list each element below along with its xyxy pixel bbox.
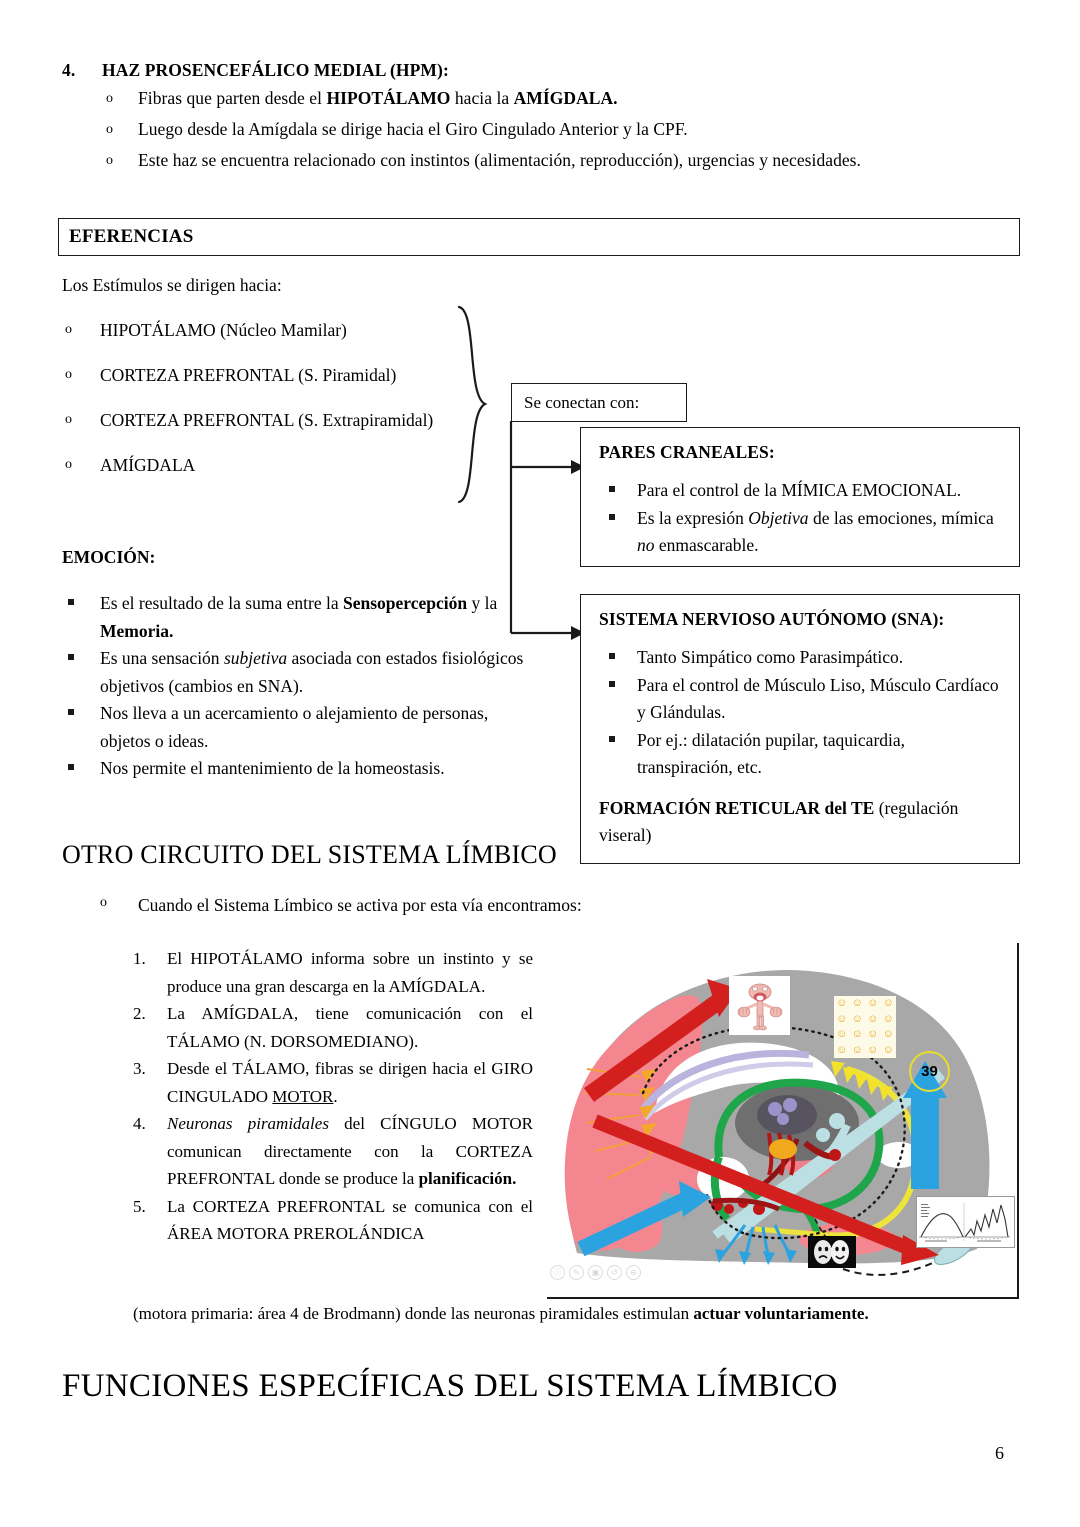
crop-icon[interactable]: ▣: [588, 1265, 603, 1280]
lead-text: Los Estímulos se dirigen hacia:: [62, 275, 282, 295]
hpm-heading: [62, 58, 1022, 82]
circle-bullet-icon: o: [65, 322, 72, 337]
emoji-face: ☺: [882, 1028, 894, 1041]
square-bullet-icon: [609, 653, 615, 659]
emoji-face: ☺: [836, 1043, 848, 1056]
eferencias-banner-label: EFERENCIAS: [69, 226, 194, 247]
emocion-list: [62, 590, 532, 783]
emoji-face: ☺: [851, 1012, 863, 1025]
circuito-step-4: [133, 1110, 533, 1193]
hpm-number: 4.: [62, 60, 76, 80]
square-bullet-icon: [609, 681, 615, 687]
emoji-face: ☺: [851, 997, 863, 1010]
eferencias-item-amigdala: [62, 453, 492, 498]
edit-icon[interactable]: ✎: [569, 1265, 584, 1280]
square-bullet-icon: [68, 654, 74, 660]
square-bullet-icon: [68, 764, 74, 770]
circuito-step-2-text: La AMÍGDALA, tiene comunicación con el TÁLAMO (N. DORSOMEDIANO).: [167, 1004, 533, 1051]
info-icon[interactable]: ⓘ: [550, 1265, 565, 1280]
otro-circuito-heading: OTRO CIRCUITO DEL SISTEMA LÍMBICO: [62, 840, 557, 869]
circuito-step-3-post: .: [333, 1086, 338, 1106]
brain-limbic-circuit-figure: [547, 943, 1019, 1299]
circle-bullet-icon: o: [65, 412, 72, 427]
circuito-step-2-number: 2.: [133, 1004, 146, 1023]
emocion-bullet-2-i1: subjetiva: [223, 648, 288, 668]
circuito-step-1-number: 1.: [133, 949, 146, 968]
square-bullet-icon: [609, 514, 615, 520]
hypothalamus-node: [724, 1204, 734, 1214]
emoji-face: ☺: [882, 997, 894, 1010]
circuito-step-1: [133, 945, 533, 1000]
emocion-bullet-4: [62, 755, 532, 783]
pares-craneales-bullet-1-text: Para el control de la MÍMICA EMOCIONAL.: [637, 480, 962, 500]
sna-title: SISTEMA NERVIOSO AUTÓNOMO (SNA):: [599, 609, 945, 629]
emoji-face: ☺: [867, 997, 879, 1010]
emotion-faces-grid: [834, 996, 896, 1058]
circle-bullet-icon: o: [106, 153, 114, 168]
circuito-tail-bold: actuar voluntariamente.: [693, 1304, 869, 1323]
pares-craneales-bullet-1: [599, 477, 1003, 504]
emocion-bullet-2-t1: Es una sensación: [100, 648, 224, 668]
circle-bullet-icon: o: [100, 895, 107, 910]
emoji-face: ☺: [867, 1012, 879, 1025]
emocion-bullet-1-b2: Memoria.: [100, 620, 174, 641]
eferencias-item-cpf-extrapiramidal: [62, 408, 492, 453]
eferencias-item-hipotalamo: [62, 318, 492, 363]
square-bullet-icon: [68, 599, 74, 605]
eferencias-banner: [58, 218, 1020, 256]
otro-circuito-intro: [100, 895, 788, 916]
emoji-face: ☺: [882, 1012, 894, 1025]
pares-craneales-title: PARES CRANEALES:: [599, 442, 775, 462]
curly-brace-icon: [455, 305, 495, 505]
hpm-item-1: [62, 84, 1022, 113]
hpm-item-2-text: Luego desde la Amígdala se dirige hacia el Giro Cingulado Anterior y la CPF.: [138, 119, 688, 139]
eferencias-item-label: CORTEZA PREFRONTAL (S. Piramidal): [100, 365, 397, 385]
circuito-step-5-number: 5.: [133, 1196, 146, 1216]
circuito-step-4-italic: Neuronas piramidales: [167, 1114, 329, 1133]
emoji-face: ☺: [836, 1012, 848, 1025]
hpm-title: HAZ PROSENCEFÁLICO MEDIAL (HPM):: [102, 60, 449, 80]
circuito-step-3-pre: Desde el TÁLAMO, fibras se dirigen hacia el GIRO CINGULADO: [167, 1059, 533, 1106]
circle-bullet-icon: o: [106, 122, 114, 137]
theater-masks-icon: [810, 1238, 854, 1266]
emoji-face: ☺: [851, 1043, 863, 1056]
emoji-face: ☺: [851, 1028, 863, 1041]
pares-craneales-bullet-2-i1: Objetiva: [748, 508, 809, 528]
hpm-item-3: [62, 146, 1022, 175]
pares-craneales-bullet-2-t2: de las emociones, mímica: [808, 508, 994, 528]
nucleus-dot: [777, 1113, 789, 1125]
sna-footer: [599, 795, 1003, 849]
square-bullet-icon: [68, 709, 74, 715]
circle-bullet-icon: o: [106, 91, 114, 106]
circuito-step-3-number: 3.: [133, 1059, 146, 1078]
circuito-tail-paragraph: [133, 1300, 1018, 1328]
homunculus-figure-icon: [737, 981, 783, 1031]
sna-bullet-3-text: Por ej.: dilatación pupilar, taquicardia, transpiración, etc.: [637, 730, 906, 777]
hpm-item-1-bold-2: AMÍGDALA.: [513, 88, 618, 108]
emoji-face: ☺: [836, 997, 848, 1010]
circuito-step-1-text: El HIPOTÁLAMO informa sobre un instinto y se produce una gran descarga en la AMÍGDALA.: [167, 949, 533, 996]
circuito-step-4-mid: del CÍNGULO MOTOR comunican directamente con la CORTEZA PREFRONTAL donde se produce la: [167, 1114, 533, 1188]
pares-craneales-box: [580, 427, 1020, 567]
emocion-bullet-1-t2: y la: [467, 593, 498, 613]
page-number: 6: [995, 1443, 1004, 1463]
emocion-title: EMOCIÓN:: [62, 547, 156, 567]
sna-bullet-3: [599, 727, 1003, 781]
sna-bullet-1-text: Tanto Simpático como Parasimpático.: [637, 647, 904, 667]
sna-footer-bold: FORMACIÓN RETICULAR del TE: [599, 798, 875, 818]
hpm-item-1-pre: Fibras que parten desde el: [138, 88, 327, 108]
circle-bullet-icon: o: [65, 367, 72, 382]
brodmann-area-39-label: 39: [921, 1063, 938, 1080]
square-bullet-icon: [609, 736, 615, 742]
hpm-item-2: [62, 115, 1022, 144]
sna-box: [580, 594, 1020, 864]
circuito-step-2: [133, 1000, 533, 1055]
circuito-step-5: [133, 1193, 533, 1248]
circuito-step-3-underline: MOTOR: [272, 1086, 334, 1106]
emocion-bullet-1-t1: Es el resultado de la suma entre la: [100, 593, 343, 613]
emocion-bullet-4-text: Nos permite el mantenimiento de la homeostasis.: [100, 758, 445, 778]
cyan-node: [816, 1128, 830, 1142]
circuito-step-5-text: La CORTEZA PREFRONTAL se comunica con el ÁREA MOTORA PREROLÁNDICA: [167, 1196, 533, 1243]
red-node: [829, 1149, 841, 1161]
emocion-bullet-3-text: Nos lleva a un acercamiento o alejamiento de personas, objetos o ideas.: [100, 703, 489, 751]
homunculus-inset: [729, 976, 790, 1035]
sna-bullet-1: [599, 644, 1003, 671]
hpm-item-3-text: Este haz se encuentra relacionado con instintos (alimentación, reproducción), urgencias y necesidades.: [138, 150, 861, 170]
emoji-face: ☺: [867, 1043, 879, 1056]
pares-craneales-bullet-2-i2: no: [637, 535, 655, 555]
funciones-especificas-heading: FUNCIONES ESPECÍFICAS DEL SISTEMA LÍMBICO: [62, 1368, 838, 1404]
pares-craneales-bullet-2-t1: Es la expresión: [637, 508, 749, 528]
eferencias-item-label: HIPOTÁLAMO (Núcleo Mamilar): [100, 320, 347, 340]
sna-bullet-2-text: Para el control de Músculo Liso, Músculo Cardíaco y Glándulas.: [637, 675, 999, 722]
rotate-icon[interactable]: ↺: [607, 1265, 622, 1280]
emocion-bullet-2-t2: asociada con estados fisiológicos objetivos (cambios en SNA).: [100, 648, 524, 696]
pares-craneales-bullet-2: [599, 505, 1003, 559]
emocion-bullet-3: [62, 700, 532, 755]
circuito-step-3: [133, 1055, 533, 1110]
sna-bullet-2: [599, 672, 1003, 726]
circuito-steps-list: [133, 945, 533, 1248]
hpm-item-1-mid: hacia la: [450, 88, 514, 108]
zoom-out-icon[interactable]: ⊖: [626, 1265, 641, 1280]
theater-masks-inset: [808, 1236, 856, 1268]
brodmann-area-39-badge: [909, 1051, 950, 1092]
eferencias-list: [62, 318, 492, 498]
emocion-bullet-2: [62, 645, 532, 700]
se-conectan-con-label: Se conectan con:: [524, 392, 640, 412]
otro-circuito-intro-text: Cuando el Sistema Límbico se activa por esta vía encontramos:: [138, 895, 582, 915]
pares-craneales-bullet-2-t3: enmascarable.: [654, 535, 759, 555]
hpm-item-1-bold-1: HIPOTÁLAMO: [326, 88, 451, 108]
circuito-step-4-number: 4.: [133, 1114, 146, 1133]
emocion-bullet-1: [62, 590, 532, 645]
eeg-graph-inset: [916, 1196, 1015, 1248]
circle-bullet-icon: o: [65, 457, 72, 472]
circuito-step-4-bold: planificación.: [418, 1169, 517, 1188]
orange-nucleus: [769, 1139, 797, 1159]
circuito-tail-pre: (motora primaria: área 4 de Brodmann) donde las neuronas piramidales estimulan: [133, 1304, 694, 1323]
nucleus-dot: [783, 1098, 797, 1112]
cyan-node: [829, 1113, 845, 1129]
image-toolbar-overlay[interactable]: [550, 1265, 641, 1280]
section-hpm: [62, 58, 1022, 175]
emocion-bullet-1-b1: Sensopercepción: [342, 593, 468, 613]
emoji-face: ☺: [882, 1043, 894, 1056]
eeg-graph-icon: [917, 1197, 1012, 1245]
emoji-face: ☺: [867, 1028, 879, 1041]
eferencias-item-label: AMÍGDALA: [100, 455, 196, 475]
eferencias-item-cpf-piramidal: [62, 363, 492, 408]
eferencias-item-label: CORTEZA PREFRONTAL (S. Extrapiramidal): [100, 410, 434, 430]
emoji-face: ☺: [836, 1028, 848, 1041]
square-bullet-icon: [609, 486, 615, 492]
sna-footer-rest: (regulación viseral): [599, 798, 959, 845]
